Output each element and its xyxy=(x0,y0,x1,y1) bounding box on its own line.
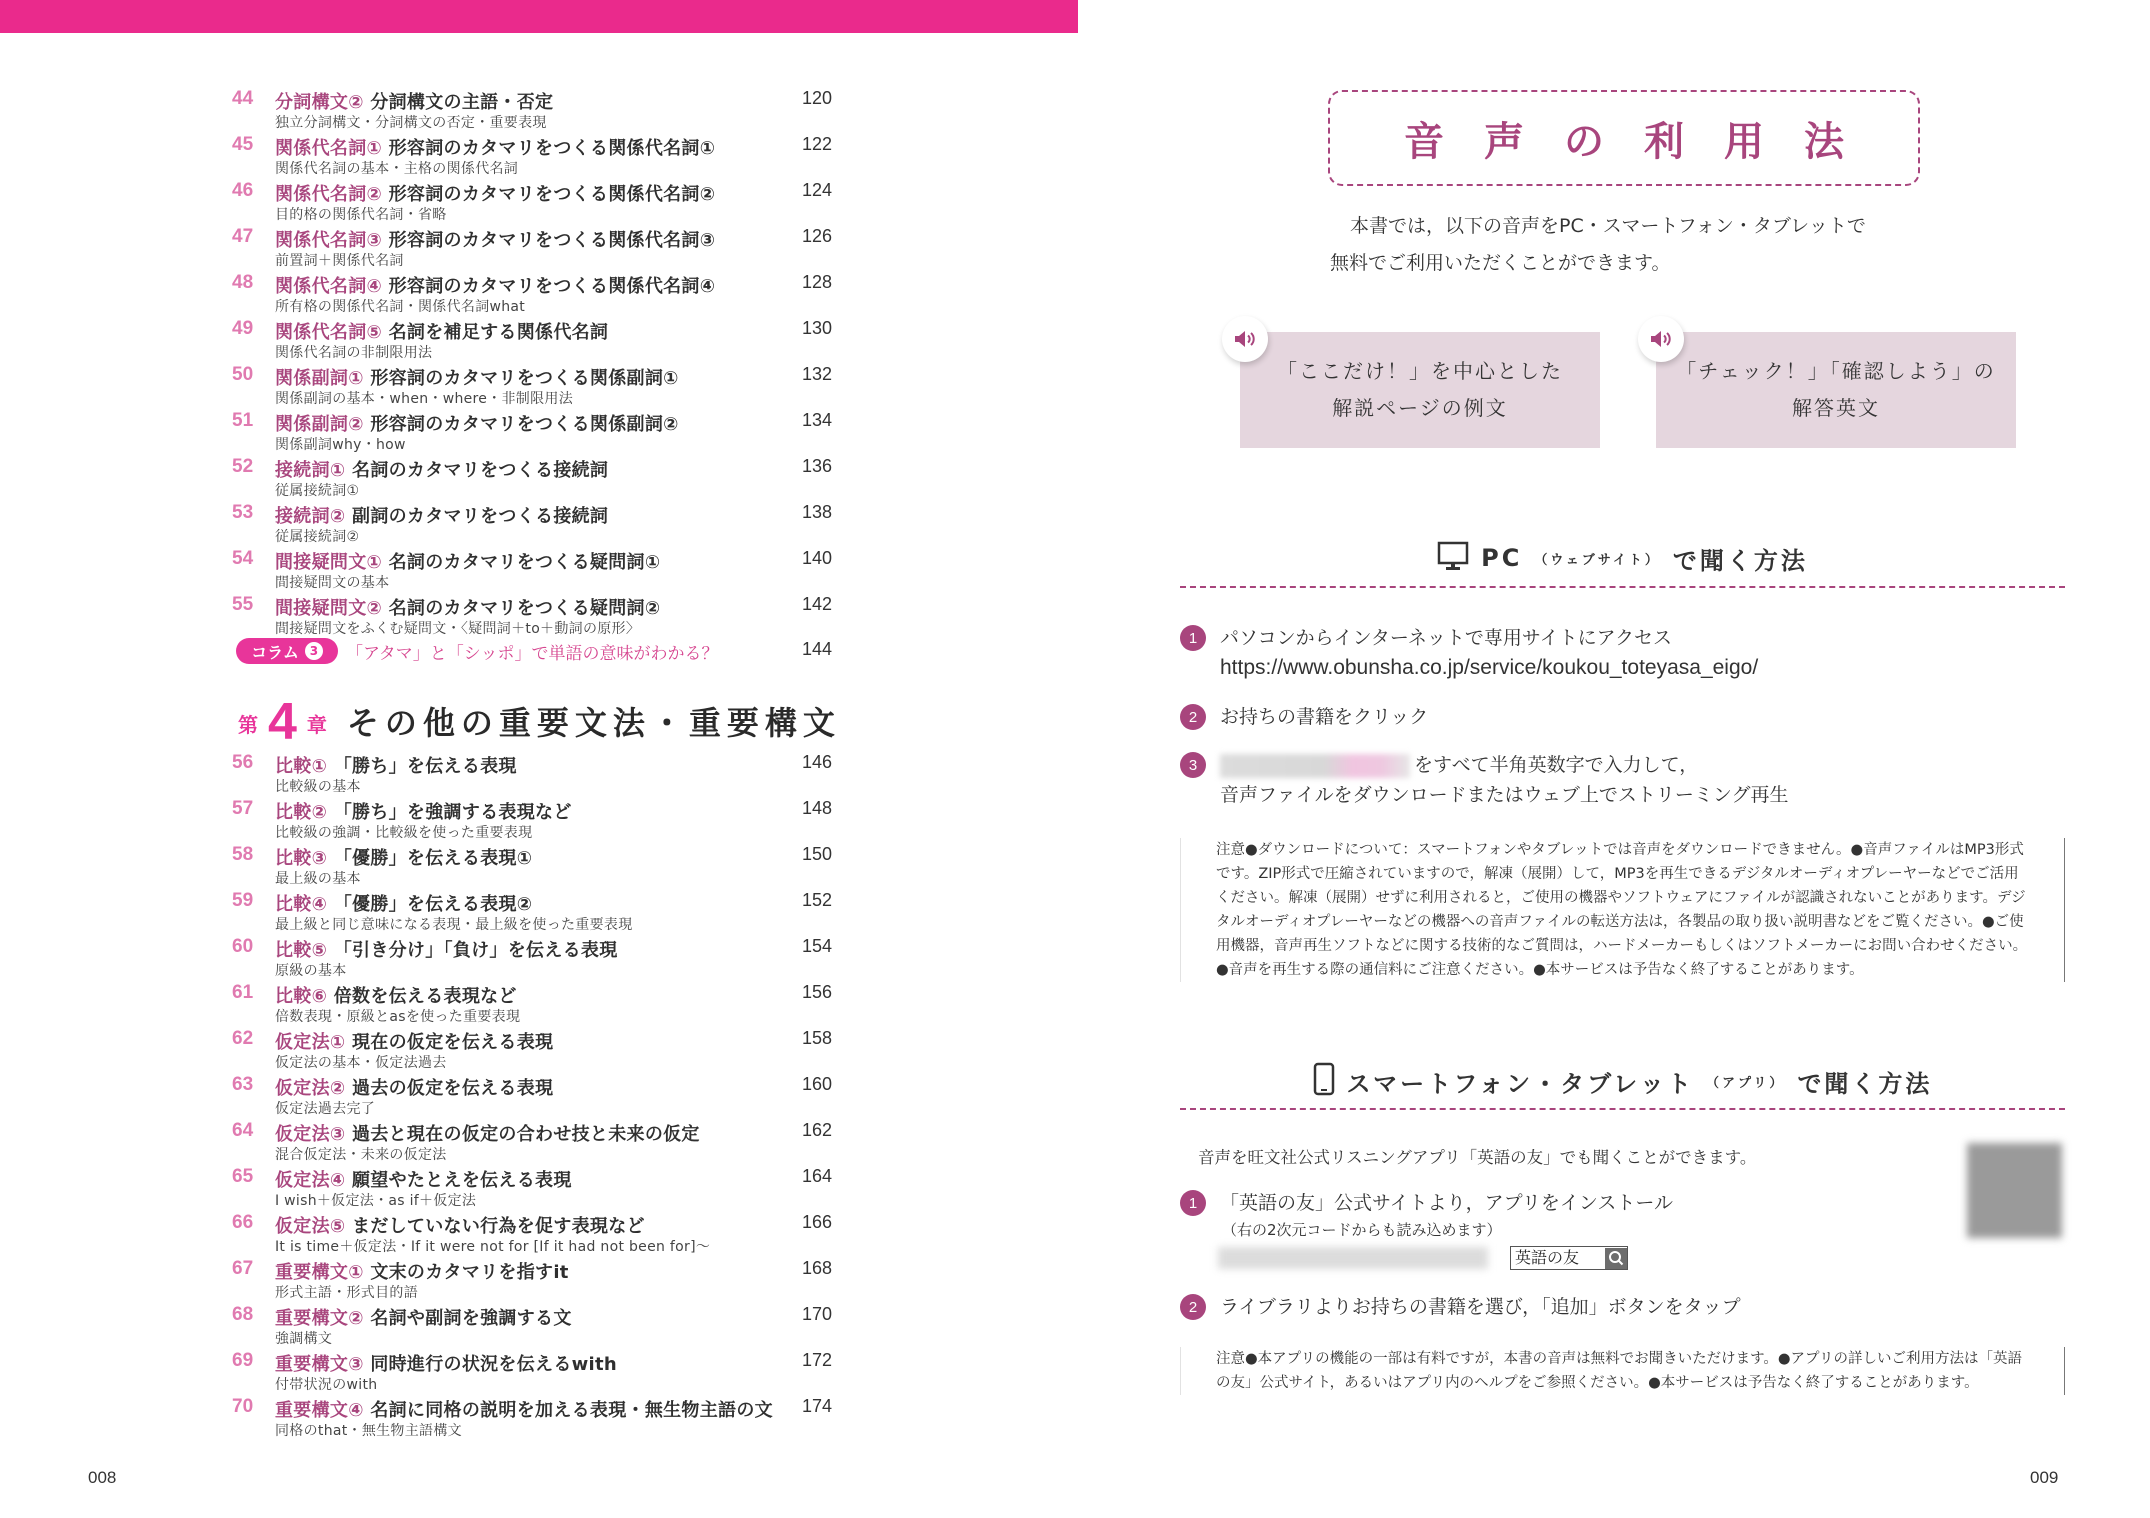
toc-entry-number: 66 xyxy=(232,1212,254,1233)
toc-entry-subtitle: 仮定法過去完了 xyxy=(275,1101,376,1117)
toc-entry-page: 162 xyxy=(801,1120,832,1140)
audio-card-examples: 「ここだけ！」を中心とした 解説ページの例文 xyxy=(1240,332,1600,448)
toc-entry-number: 55 xyxy=(232,594,254,615)
toc-entry-page: 164 xyxy=(801,1166,832,1186)
toc-entry-page: 122 xyxy=(801,134,832,154)
toc-entry-subtitle: 混合仮定法・未来の仮定法 xyxy=(275,1147,447,1163)
toc-entry-page: 152 xyxy=(801,890,832,910)
toc-entry-subtitle: 間接疑問文をふくむ疑問文・〈疑問詞＋to＋動詞の原形〉 xyxy=(275,621,641,637)
toc-entry[interactable] xyxy=(232,134,832,178)
toc-entry-subtitle: 仮定法の基本・仮定法過去 xyxy=(275,1055,447,1071)
toc-entry-page: 166 xyxy=(801,1212,832,1232)
toc-entry-number: 61 xyxy=(232,982,254,1003)
toc-entry-page: 158 xyxy=(801,1028,832,1048)
toc-entry[interactable] xyxy=(232,410,832,454)
toc-entry-title: 比較⑤ 「引き分け」「負け」を伝える表現 xyxy=(275,940,618,961)
toc-entry-title: 関係代名詞① 形容詞のカタマリをつくる関係代名詞① xyxy=(275,138,716,159)
toc-entry-number: 50 xyxy=(232,364,254,385)
toc-entry-page: 160 xyxy=(801,1074,832,1094)
toc-entry[interactable] xyxy=(232,890,832,934)
toc-entry-title: 比較④ 「優勝」を伝える表現② xyxy=(275,894,533,915)
toc-entry-subtitle: 強調構文 xyxy=(275,1331,333,1347)
qr-code[interactable] xyxy=(1967,1143,2062,1238)
toc-entry-subtitle: 形式主語・形式目的語 xyxy=(275,1285,418,1301)
toc-entry[interactable] xyxy=(232,1166,832,1210)
toc-entry-page: 126 xyxy=(801,226,832,246)
toc-entry[interactable] xyxy=(232,272,832,316)
toc-entry[interactable] xyxy=(232,456,832,500)
toc-entry-page: 136 xyxy=(801,456,832,476)
toc-entry-page: 120 xyxy=(801,88,832,108)
redacted-password xyxy=(1220,754,1410,778)
toc-entry[interactable] xyxy=(232,1396,832,1440)
toc-entry-title: 比較③ 「優勝」を伝える表現① xyxy=(275,848,533,869)
toc-entry[interactable] xyxy=(232,1212,832,1256)
toc-entry-title: 関係代名詞⑤ 名詞を補足する関係代名詞 xyxy=(275,322,609,343)
toc-entry-number: 68 xyxy=(232,1304,254,1325)
toc-entry-subtitle: 最上級の基本 xyxy=(275,871,361,887)
toc-entry-number: 62 xyxy=(232,1028,254,1049)
toc-entry-number: 69 xyxy=(232,1350,254,1371)
toc-entry-subtitle: 間接疑問文の基本 xyxy=(275,575,390,591)
toc-entry-page: 172 xyxy=(801,1350,832,1370)
toc-entry-title: 比較⑥ 倍数を伝える表現など xyxy=(275,986,517,1007)
toc-entry-number: 60 xyxy=(232,936,254,957)
toc-entry-title: 関係代名詞④ 形容詞のカタマリをつくる関係代名詞④ xyxy=(275,276,716,297)
toc-entry-page: 156 xyxy=(801,982,832,1002)
audio-card-answers: 「チェック！」「確認しよう」の 解答英文 xyxy=(1656,332,2016,448)
toc-entry-number: 59 xyxy=(232,890,254,911)
app-intro: 音声を旺文社公式リスニングアプリ「英語の友」でも聞くことができます。 xyxy=(1198,1148,1757,1167)
speaker-icon xyxy=(1222,316,1268,362)
search-icon[interactable] xyxy=(1605,1248,1627,1269)
toc-entry-title: 重要構文④ 名詞に同格の説明を加える表現・無生物主語の文 xyxy=(275,1400,773,1421)
toc-entry-subtitle: 最上級と同じ意味になる表現・最上級を使った重要表現 xyxy=(275,917,633,933)
page-number-right: 009 xyxy=(2030,1468,2059,1487)
smartphone-icon xyxy=(1313,1062,1335,1100)
toc-column-entry[interactable] xyxy=(236,638,832,664)
toc-entry-page: 132 xyxy=(801,364,832,384)
toc-entry-title: 関係副詞② 形容詞のカタマリをつくる関係副詞② xyxy=(275,414,679,435)
toc-entry-subtitle: 関係副詞の基本・when・where・非制限用法 xyxy=(275,391,574,407)
column-page: 144 xyxy=(801,639,832,659)
toc-entry-number: 46 xyxy=(232,180,254,201)
toc-entry[interactable] xyxy=(232,180,832,224)
toc-entry-page: 142 xyxy=(801,594,832,614)
page-title: 音声の利用法 xyxy=(1404,118,1884,165)
toc-entry-number: 56 xyxy=(232,752,254,773)
toc-entry-number: 53 xyxy=(232,502,254,523)
chapter-heading: 第 4 章 その他の重要文法・重要構文 xyxy=(238,693,841,751)
toc-entry-page: 128 xyxy=(801,272,832,292)
toc-entry-subtitle: 比較級の基本 xyxy=(275,779,361,795)
toc-entry-title: 仮定法① 現在の仮定を伝える表現 xyxy=(275,1032,554,1053)
toc-entry-number: 44 xyxy=(232,88,254,109)
column-badge: コラム 3 xyxy=(236,638,338,664)
toc-entry-number: 70 xyxy=(232,1396,254,1417)
toc-entry-title: 分詞構文② 分詞構文の主語・否定 xyxy=(275,92,554,113)
chapter-title: その他の重要文法・重要構文 xyxy=(346,704,841,742)
toc-entry-subtitle: 所有格の関係代名詞・関係代名詞what xyxy=(275,299,526,315)
toc-entry[interactable] xyxy=(232,1120,832,1164)
toc-entry-subtitle: 比較級の強調・比較級を使った重要表現 xyxy=(275,825,533,841)
section-divider xyxy=(1180,586,2065,588)
toc-entry[interactable] xyxy=(232,1350,832,1394)
toc-entry[interactable] xyxy=(232,798,832,842)
toc-entry[interactable] xyxy=(232,1028,832,1072)
toc-entry-subtitle: 同格のthat・無生物主語構文 xyxy=(275,1423,462,1439)
column-title: 「アタマ」と「シッポ」で単語の意味がわかる？ xyxy=(346,644,719,664)
app-search-row xyxy=(1218,1245,1628,1271)
step-number-badge: 1 xyxy=(1180,625,1206,651)
step-number-badge: 2 xyxy=(1180,704,1206,730)
toc-entry-title: 比較② 「勝ち」を強調する表現など xyxy=(275,802,572,823)
toc-entry-title: 関係代名詞③ 形容詞のカタマリをつくる関係代名詞③ xyxy=(275,230,716,251)
toc-entry-subtitle: It is time＋仮定法・If it were not for [If it had not been for]～ xyxy=(275,1239,711,1255)
toc-entry[interactable] xyxy=(232,594,832,638)
toc-entry-number: 54 xyxy=(232,548,254,569)
toc-entry[interactable] xyxy=(232,844,832,888)
toc-entry-number: 58 xyxy=(232,844,254,865)
toc-entry[interactable] xyxy=(232,502,832,546)
toc-entry-page: 150 xyxy=(801,844,832,864)
toc-entry-title: 接続詞① 名詞のカタマリをつくる接続詞 xyxy=(275,460,609,481)
toc-entry-number: 45 xyxy=(232,134,254,155)
toc-entry-subtitle: 関係代名詞の基本・主格の関係代名詞 xyxy=(275,161,519,177)
toc-entry-subtitle: 原級の基本 xyxy=(275,963,347,979)
speaker-icon xyxy=(1638,316,1684,362)
toc-entry-number: 48 xyxy=(232,272,254,293)
toc-entry-page: 174 xyxy=(801,1396,832,1416)
pc-notes: 注意●ダウンロードについて：スマートフォンやタブレットでは音声をダウンロードできません。●音声ファイルはMP3形式です。ZIP形式で圧縮されていますので，解凍（展開）して，MP3を再生できるデジタルオーディオプレーヤーなどでご活用ください。解凍（展開）せずに利用されると，ご使用の機器やソフトウェアにファイルが認識されないことがあります。デジタルオーディオプレーヤーなどの機器への音声ファイルの転送方法は，各製品の取り扱い説明書などをご覧ください。●ご使用機器，音声再生ソフトなどに関する技術的なご質問は，ハードメーカーもしくはソフトメーカーにお問い合わせください。●音声を再生する際の通信料にご注意ください。●本サービスは予告なく終了することがあります。 xyxy=(1180,838,2065,982)
toc-entry[interactable] xyxy=(232,548,832,592)
step-number-badge: 1 xyxy=(1180,1190,1206,1216)
toc-entry-title: 重要構文③ 同時進行の状況を伝えるwith xyxy=(275,1354,618,1375)
toc-entry-title: 重要構文① 文末のカタマリを指すit xyxy=(275,1262,569,1283)
toc-entry-number: 52 xyxy=(232,456,254,477)
toc-entry-number: 49 xyxy=(232,318,254,339)
toc-entry-number: 65 xyxy=(232,1166,254,1187)
toc-entry-title: 間接疑問文① 名詞のカタマリをつくる疑問詞① xyxy=(275,552,661,573)
toc-entry-title: 重要構文② 名詞や副詞を強調する文 xyxy=(275,1308,572,1329)
toc-entry-title: 仮定法④ 願望やたとえを伝える表現 xyxy=(275,1170,572,1191)
toc-entry-title: 仮定法② 過去の仮定を伝える表現 xyxy=(275,1078,554,1099)
search-input[interactable]: 英語の友 xyxy=(1515,1248,1580,1267)
app-section-heading: スマートフォン・タブレット （アプリ） で聞く方法 xyxy=(1180,1062,2065,1100)
redacted-url xyxy=(1218,1247,1488,1269)
toc-entry-page: 170 xyxy=(801,1304,832,1324)
toc-entry-subtitle: 倍数表現・原級とasを使った重要表現 xyxy=(275,1009,521,1025)
toc-entry[interactable] xyxy=(232,1258,832,1302)
toc-entry-subtitle: 従属接続詞② xyxy=(275,529,360,545)
pc-section-heading: PC （ウェブサイト） で聞く方法 xyxy=(1180,540,2065,576)
app-notes: 注意●本アプリの機能の一部は有料ですが，本書の音声は無料でお聞きいただけます。●アプリの詳しいご利用方法は「英語の友」公式サイト，あるいはアプリ内のヘルプをご参照ください。●本サービスは予告なく終了することがあります。 xyxy=(1180,1347,2065,1395)
toc-entry-subtitle: 従属接続詞① xyxy=(275,483,360,499)
toc-entry-title: 関係代名詞② 形容詞のカタマリをつくる関係代名詞② xyxy=(275,184,716,205)
toc-entry-subtitle: 付帯状況のwith xyxy=(275,1377,378,1393)
toc-entry-subtitle: 前置詞＋関係代名詞 xyxy=(275,253,404,269)
qr-hint: （右の2次元コードからも読み込めます） xyxy=(1222,1221,1502,1239)
toc-entry-number: 47 xyxy=(232,226,254,247)
chapter-number: 4 xyxy=(268,693,297,751)
toc-entry-title: 仮定法⑤ まだしていない行為を促す表現など xyxy=(275,1216,645,1237)
toc-entry[interactable] xyxy=(232,88,832,132)
toc-entry[interactable] xyxy=(232,1074,832,1118)
toc-entry-title: 比較① 「勝ち」を伝える表現 xyxy=(275,756,517,777)
toc-entry[interactable] xyxy=(232,318,832,362)
toc-entry[interactable] xyxy=(232,226,832,270)
toc-entry-page: 138 xyxy=(801,502,832,522)
toc-entry-subtitle: 独立分詞構文・分詞構文の否定・重要表現 xyxy=(275,115,547,131)
search-box[interactable] xyxy=(1510,1246,1628,1270)
toc-entry-subtitle: 関係副詞why・how xyxy=(275,437,406,453)
step-number-badge: 2 xyxy=(1180,1294,1206,1320)
toc-entry-title: 間接疑問文② 名詞のカタマリをつくる疑問詞② xyxy=(275,598,661,619)
toc-entry-page: 130 xyxy=(801,318,832,338)
page-title-box xyxy=(1328,90,1920,186)
section-divider xyxy=(1180,1108,2065,1110)
toc-entry-page: 134 xyxy=(801,410,832,430)
page-number-left: 008 xyxy=(88,1468,117,1487)
toc-entry-subtitle: I wish＋仮定法・as if＋仮定法 xyxy=(275,1193,477,1209)
toc-entry-title: 仮定法③ 過去と現在の仮定の合わせ技と未来の仮定 xyxy=(275,1124,700,1145)
toc-entry-page: 140 xyxy=(801,548,832,568)
toc-entry-title: 関係副詞① 形容詞のカタマリをつくる関係副詞① xyxy=(275,368,679,389)
toc-entry-number: 67 xyxy=(232,1258,254,1279)
toc-entry[interactable] xyxy=(232,364,832,408)
toc-entry-number: 51 xyxy=(232,410,254,431)
monitor-icon xyxy=(1437,540,1469,576)
toc-entry[interactable] xyxy=(232,982,832,1026)
toc-entry-subtitle: 目的格の関係代名詞・省略 xyxy=(275,207,447,223)
toc-entry-page: 154 xyxy=(801,936,832,956)
toc-entry-number: 63 xyxy=(232,1074,254,1095)
toc-entry-page: 168 xyxy=(801,1258,832,1278)
toc-entry-page: 124 xyxy=(801,180,832,200)
toc-entry-number: 57 xyxy=(232,798,254,819)
toc-entry[interactable] xyxy=(232,752,832,796)
toc-entry-number: 64 xyxy=(232,1120,254,1141)
toc-entry-page: 148 xyxy=(801,798,832,818)
toc-entry-subtitle: 関係代名詞の非制限用法 xyxy=(275,345,433,361)
toc-entry[interactable] xyxy=(232,936,832,980)
toc-entry[interactable] xyxy=(232,1304,832,1348)
intro-text: 本書では，以下の音声をPC・スマートフォン・タブレットで 無料でご利用いただくことができます。 xyxy=(1330,215,1866,274)
step-number-badge: 3 xyxy=(1180,752,1206,778)
audio-site-url[interactable]: https://www.obunsha.co.jp/service/koukou_toteyasa_eigo/ xyxy=(1220,656,1759,679)
toc-entry-title: 接続詞② 副詞のカタマリをつくる接続詞 xyxy=(275,506,609,527)
toc-entry-page: 146 xyxy=(801,752,832,772)
